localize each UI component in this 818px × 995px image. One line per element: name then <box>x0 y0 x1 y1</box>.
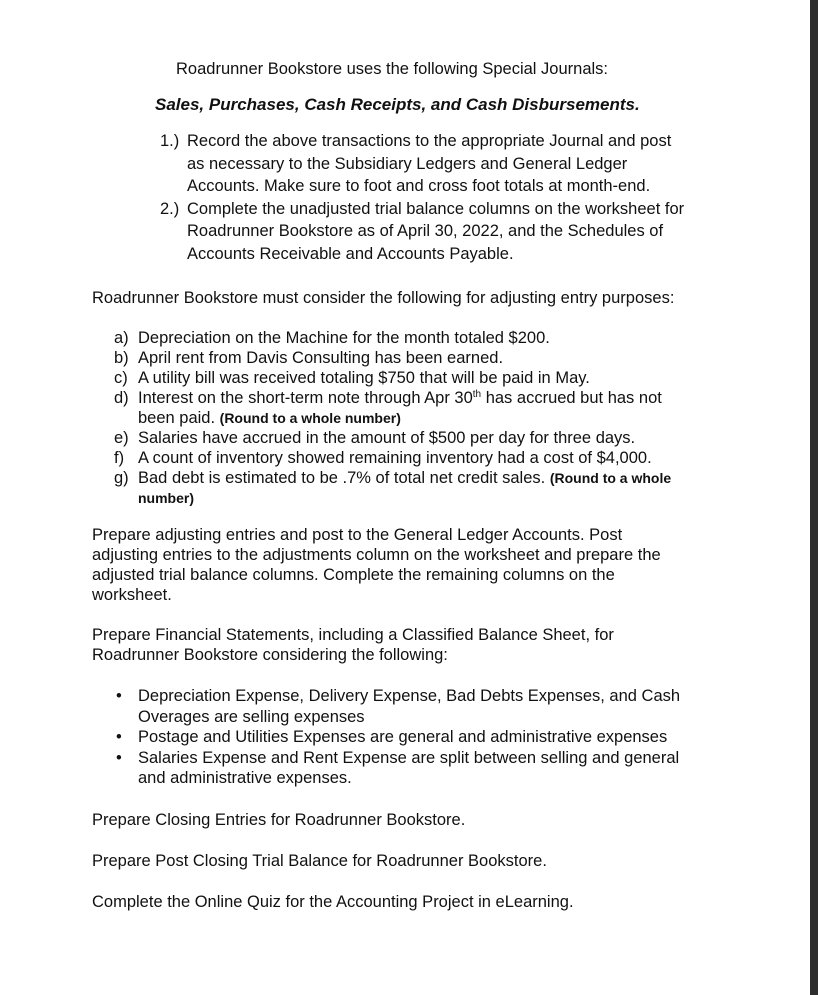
adjusting-item-g: g) Bad debt is estimated to be .7% of total net credit sales. (Round to a whole number) <box>114 469 672 506</box>
rounding-note: (Round to a whole number) <box>219 410 401 426</box>
adjusting-item-c: c) A utility bill was received totaling $750 that will be paid in May. <box>114 369 590 387</box>
item-marker: 2.) <box>160 199 180 218</box>
journals-heading: Sales, Purchases, Cash Receipts, and Cash Disbursements. <box>155 95 640 114</box>
rounding-note: (Round to a whole <box>549 470 672 486</box>
financial-statements-paragraph: Prepare Financial Statements, including a Classified Balance Sheet, for Roadrunner Bookstore considering the following: <box>92 626 614 664</box>
bullet-item: • Postage and Utilities Expenses are general and administrative expenses <box>116 728 668 746</box>
numbered-item-1: 1.) Record the above transactions to the appropriate Journal and post as necessary to the Subsidiary Ledgers and General Ledger Accounts. Make sure to foot and cross foot totals at month-end. <box>160 132 672 195</box>
intro-line: Roadrunner Bookstore uses the following Special Journals: <box>176 60 608 78</box>
prepare-adjusting-paragraph: Prepare adjusting entries and post to the General Ledger Accounts. Post adjusting entries to the adjustments column on the worksheet and prepare the adjusted trial balance columns. Complete the remaining columns on the worksheet. <box>92 526 661 604</box>
bullet-icon: • <box>116 687 122 705</box>
adjusting-item-a: a) Depreciation on the Machine for the month totaled $200. <box>114 329 550 347</box>
bullet-item: • Salaries Expense and Rent Expense are split between selling and general and administrative expenses. <box>116 748 680 787</box>
item-marker: 1.) <box>160 132 180 150</box>
adjusting-item-f: f) A count of inventory showed remaining inventory had a cost of $4,000. <box>114 449 652 467</box>
adjusting-heading: Roadrunner Bookstore must consider the following for adjusting entry purposes: <box>92 289 675 307</box>
quiz-line: Complete the Online Quiz for the Accounting Project in eLearning. <box>92 893 574 911</box>
numbered-list <box>160 130 720 265</box>
post-closing-line: Prepare Post Closing Trial Balance for Roadrunner Bookstore. <box>92 852 547 870</box>
adjusting-item-d: d) Interest on the short-term note through Apr 30th has accrued but has not been paid. (Round to a whole number) <box>114 389 662 427</box>
bullet-icon: • <box>116 728 122 746</box>
window-edge <box>810 0 818 995</box>
adjusting-item-b: b) April rent from Davis Consulting has been earned. <box>114 349 504 367</box>
closing-entries-line: Prepare Closing Entries for Roadrunner Bookstore. <box>92 811 466 829</box>
bullet-icon: • <box>116 748 122 767</box>
financial-bullet-list <box>114 686 724 789</box>
adjusting-list <box>114 328 714 508</box>
bullet-item: • Depreciation Expense, Delivery Expense, Bad Debts Expenses, and Cash Overages are selling expenses <box>116 687 681 726</box>
adjusting-item-e: e) Salaries have accrued in the amount of $500 per day for three days. <box>114 429 636 447</box>
numbered-item-2: 2.) Complete the unadjusted trial balance columns on the worksheet for Roadrunner Bookstore as of April 30, 2022, and the Schedules of Accounts Receivable and Accounts Payable. <box>160 199 685 263</box>
